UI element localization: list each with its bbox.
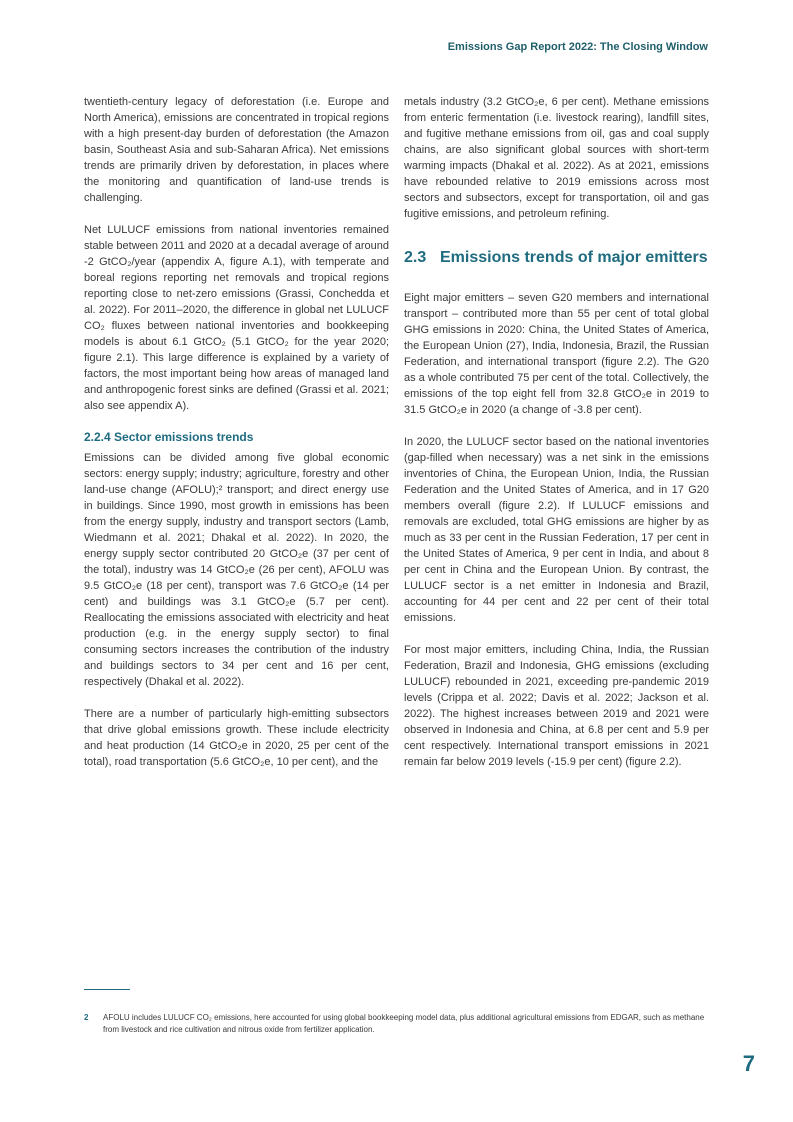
section-heading-2-2-4: 2.2.4 Sector emissions trends — [84, 430, 254, 444]
footnote-number: 2 — [84, 1013, 89, 1022]
body-paragraph: In 2020, the LULUCF sector based on the national inventories (gap-filled when necessary) was a net sink in the emissions inventories of China, the European Union, India, the Russian Federation and the United States of America, and in 17 G20 members overall (figure 2.2). If LULUCF emissions and removals are excluded, total GHG emissions are higher by as much as 33 per cent in the Russian Federation, 17 per cent in the United States of America, 9 per cent in India, and about 8 per cent in China and the European Union. By contrast, the LULUCF sector is a net emitter in Indonesia and Brazil, accounting for 44 per cent and 22 per cent of their total emissions. — [404, 436, 709, 624]
section-heading-2-3 — [404, 248, 709, 268]
section-title: Emissions trends of major emitters — [440, 249, 708, 266]
body-paragraph: Emissions can be divided among five global economic sectors: energy supply; industry; agriculture, forestry and other land-use change (AFOLU);² transport; and direct energy use in buildings. Since 1990, most growth in emissions has been from the energy supply, industry and transport sectors (Lamb, Wiedmann et al. 2021; Dhakal et al. 2022). In 2020, the energy supply sector contributed 20 GtCO₂e (37 per cent of the total), industry was 14 GtCO₂e (26 per cent), AFOLU was 9.5 GtCO₂e (18 per cent), transport was 7.6 GtCO₂e (14 per cent) and buildings was 3.1 GtCO₂e (5.7 per cent). Reallocating the emissions associated with electricity and heat production (e.g. in the energy supply sector) to final consuming sectors increases the contribution of the industry and buildings sectors to 34 per cent and 16 per cent, respectively (Dhakal et al. 2022). — [84, 452, 389, 688]
footnote — [84, 1012, 710, 1036]
body-paragraph: metals industry (3.2 GtCO₂e, 6 per cent). Methane emissions from enteric fermentation (i.e. livestock rearing), landfill sites, and fugitive methane emissions from oil, gas and coal supply chains, are also significant global sources with short-term warming impacts (Dhakal et al. 2022). As at 2021, emissions have rebounded relative to 2019 emissions across most sectors and subsectors, except for transportation, oil and gas fugitive emissions, and petroleum refining. — [404, 96, 709, 220]
body-paragraph: twentieth-century legacy of deforestation (i.e. Europe and North America), emissions are concentrated in tropical regions with a high present-day burden of deforestation (the Amazon basin, Southeast Asia and sub-Saharan Africa). Net emissions trends are primarily driven by deforestation, in places where the monitoring and quantification of land-use trends is challenging. — [84, 96, 389, 204]
page-number: 7 — [742, 1051, 755, 1076]
body-paragraph: For most major emitters, including China, India, the Russian Federation, Brazil and Indonesia, GHG emissions (excluding LULUCF) rebounded in 2021, exceeding pre-pandemic 2019 levels (Crippa et al. 2022; Davis et al. 2022; Jackson et al. 2022). The highest increases between 2019 and 2021 were observed in Indonesia and China, at 6.8 per cent and 5.9 per cent respectively. International transport emissions in 2021 remain far below 2019 levels (-15.9 per cent) (figure 2.2). — [404, 644, 709, 768]
section-number: 2.3 — [404, 249, 427, 266]
left-column — [84, 94, 389, 770]
body-paragraph: Eight major emitters – seven G20 members and international transport – contributed more than 55 per cent of total global GHG emissions in 2020: China, the United States of America, the European Union (27), India, Indonesia, Brazil, the Russian Federation, and international transport (figure 2.2). The G20 as a whole contributed 75 per cent of the total. Collectively, the emissions of the top eight fell from 32.8 GtCO₂e in 2019 to 31.5 GtCO₂e in 2020 (a change of -3.8 per cent). — [404, 292, 709, 416]
footnote-text: AFOLU includes LULUCF CO₂ emissions, here accounted for using global bookkeeping model data, plus additional agricultural emissions from EDGAR, such as methane from livestock and rice cultivation and nitrous oxide from fertilizer application. — [103, 1013, 705, 1034]
footnote-divider — [84, 989, 130, 990]
right-column — [404, 94, 709, 770]
body-paragraph: There are a number of particularly high-emitting subsectors that drive global emissions growth. These include electricity and heat production (14 GtCO₂e in 2020, 25 per cent of the total), road transportation (5.6 GtCO₂e, 10 per cent), and the — [84, 708, 389, 768]
running-header: Emissions Gap Report 2022: The Closing Window — [447, 41, 708, 53]
body-paragraph: Net LULUCF emissions from national inventories remained stable between 2011 and 2020 at a decadal average of around -2 GtCO₂/year (appendix A, figure A.1), with temperate and boreal regions reporting net removals and tropical regions reporting close to net-zero emissions (Grassi, Conchedda et al. 2022). For 2011–2020, the difference in global net LULUCF CO₂ fluxes between national inventories and bookkeeping models is about 6.1 GtCO₂ (5.1 GtCO₂ for the year 2020; figure 2.1). This large difference is explained by a variety of factors, the most important being how areas of managed land and anthropogenic forest sinks are defined (Grassi et al. 2021; also see appendix A). — [84, 224, 389, 412]
